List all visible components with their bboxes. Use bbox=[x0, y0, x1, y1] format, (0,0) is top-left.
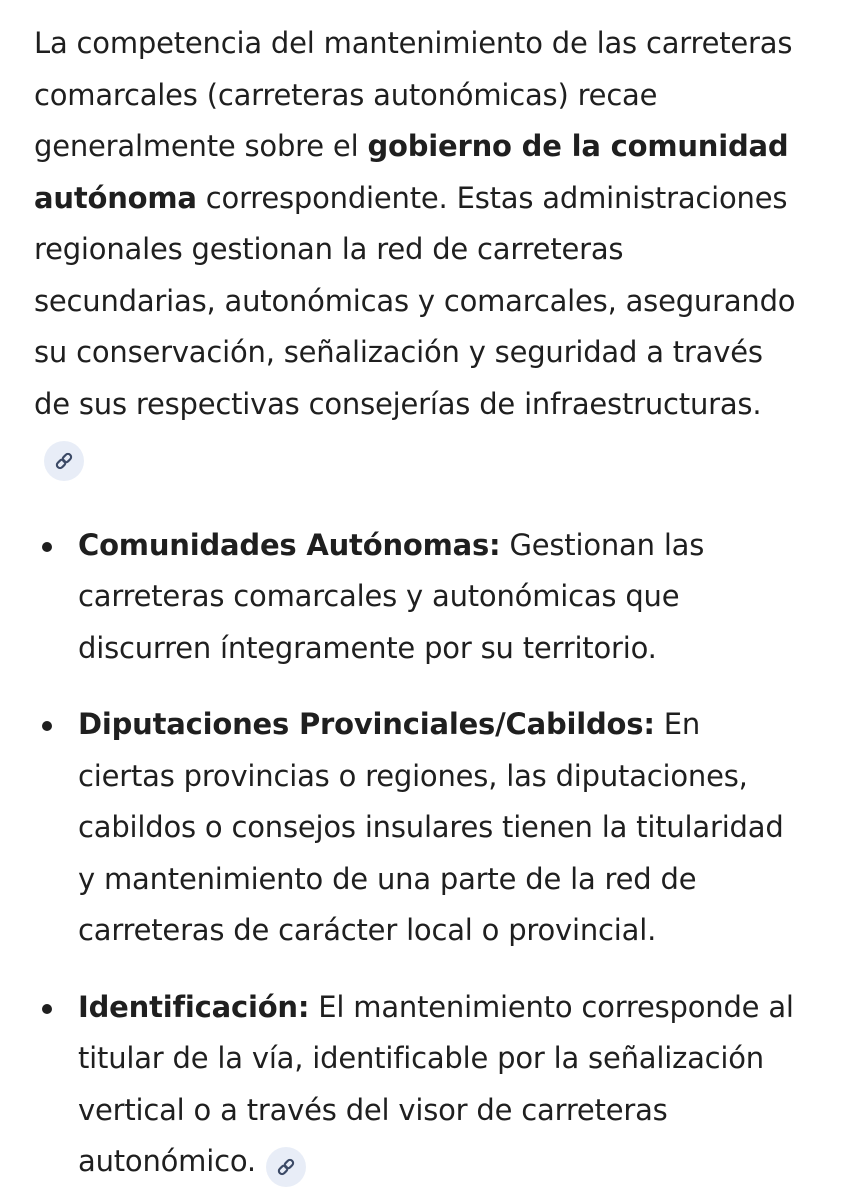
list-item-title: Identificación: bbox=[78, 989, 310, 1024]
list-item-text: El mantenimiento corresponde al titular de la vía, identificable por la señalización vertical o a través del visor de carreteras autonómico. bbox=[78, 989, 794, 1178]
list-item bbox=[34, 699, 805, 957]
bullet-list bbox=[34, 520, 805, 1188]
list-item-text: En ciertas provincias o regiones, las diputaciones, cabildos o consejos insulares tienen la titularidad y mantenimiento de una parte de la red de carreteras de carácter local o provincial. bbox=[78, 707, 784, 947]
link-icon bbox=[53, 450, 75, 472]
list-item-title: Diputaciones Provinciales/Cabildos: bbox=[78, 707, 655, 741]
bullet-dot bbox=[42, 542, 52, 552]
intro-text-after: correspondiente. Estas administraciones regionales gestionan la red de carreteras secundarias, autonómicas y comarcales, asegurando su conservación, señalización y seguridad a través de sus respectivas consejerías de infraestructuras. bbox=[34, 180, 796, 421]
bullet-dot bbox=[42, 721, 52, 731]
list-item-text: Gestionan las carreteras comarcales y autonómicas que discurren íntegramente por su territorio. bbox=[78, 527, 705, 665]
intro-bold-text: gobierno de la comunidad autónoma bbox=[34, 129, 789, 215]
intro-source-link-button[interactable] bbox=[44, 441, 84, 481]
link-icon bbox=[275, 1156, 297, 1178]
identification-source-link-button[interactable] bbox=[266, 1147, 306, 1187]
intro-text-before: La competencia del mantenimiento de las carreteras comarcales (carreteras autonómicas) recae generalmente sobre el bbox=[34, 26, 793, 163]
list-item-title: Comunidades Autónomas: bbox=[78, 527, 501, 562]
bullet-dot bbox=[42, 1004, 52, 1014]
intro-paragraph bbox=[34, 18, 805, 482]
list-item bbox=[34, 520, 805, 675]
list-item bbox=[34, 982, 805, 1188]
